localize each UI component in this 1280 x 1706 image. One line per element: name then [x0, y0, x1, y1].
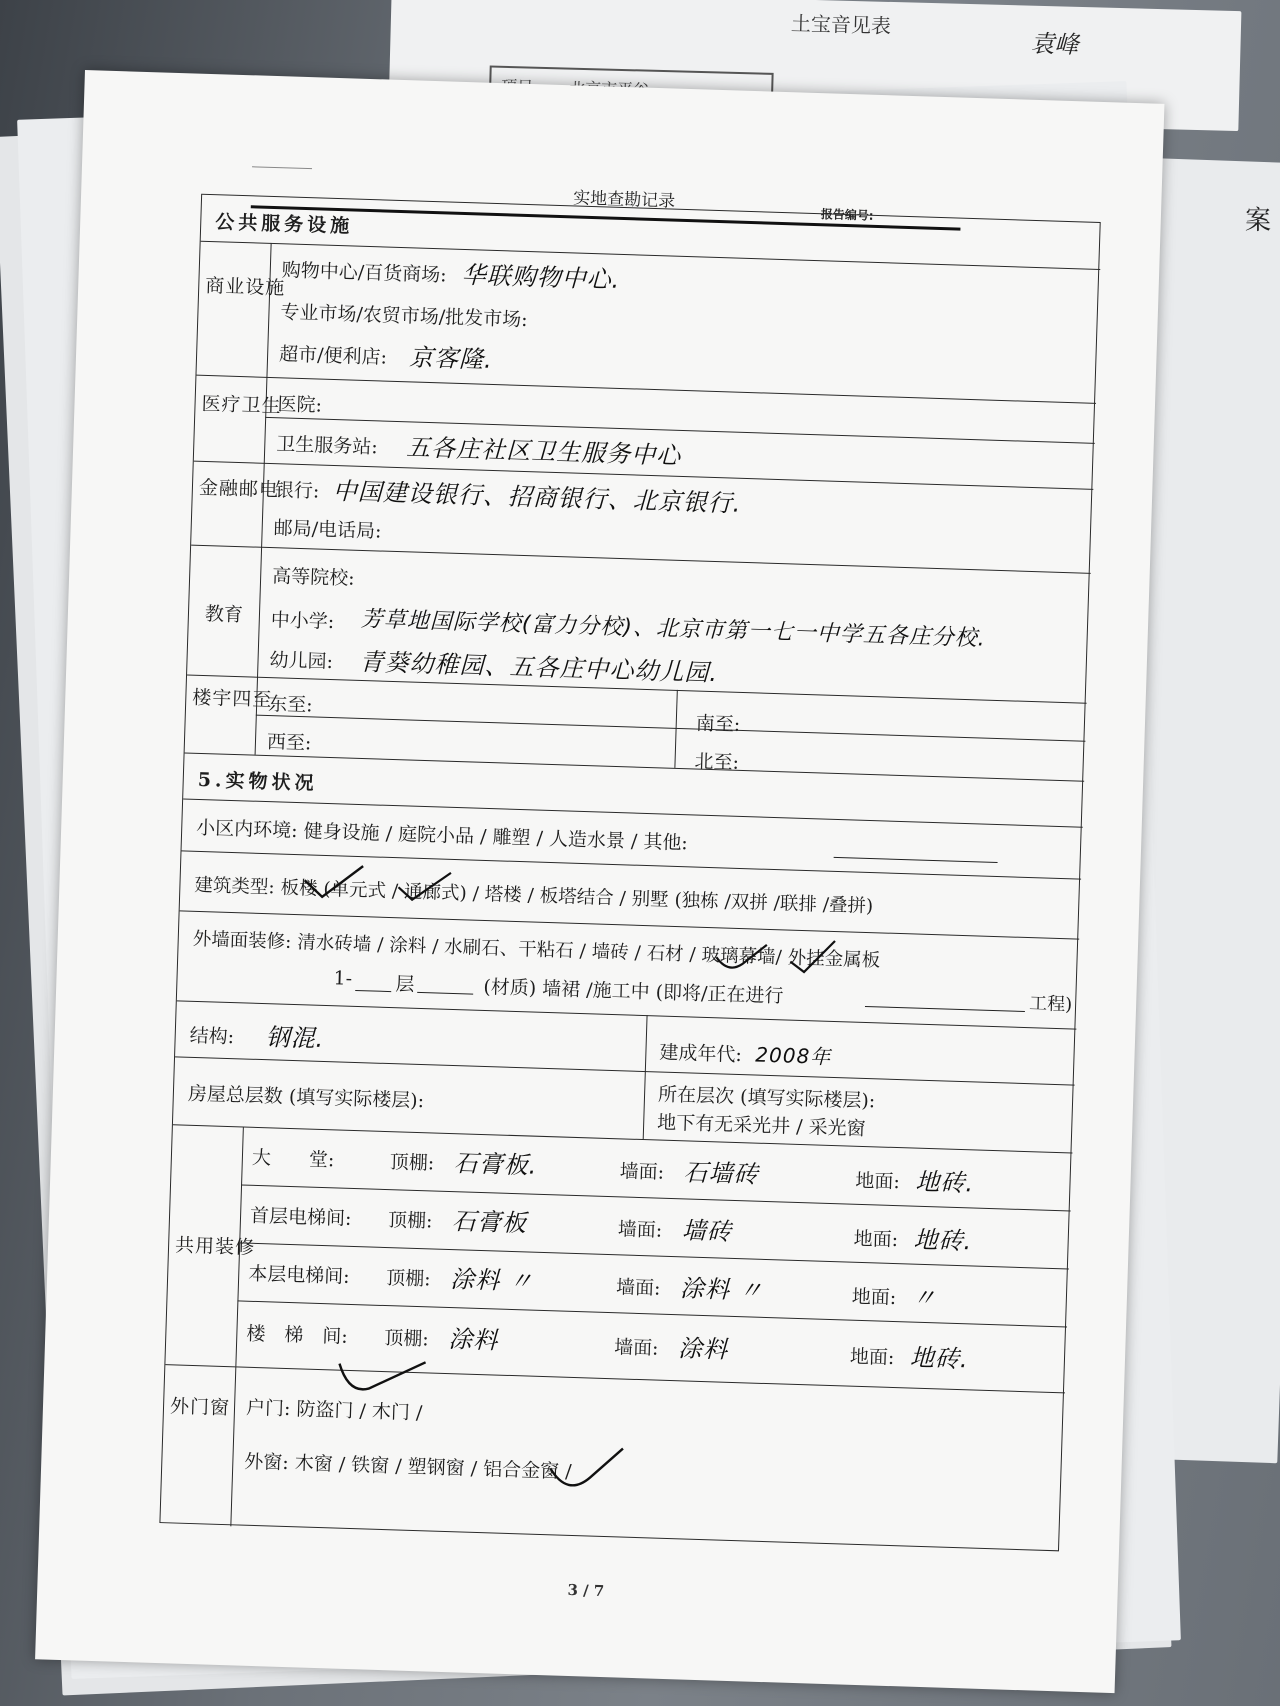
shared-decoration-label: 共用装修: [174, 1234, 256, 1259]
floor-elevator-wall-label: 墙面:: [615, 1276, 661, 1300]
mall-label: 购物中心/百货商场:: [281, 259, 447, 287]
stairwell-floor-value: 地砖.: [909, 1343, 970, 1374]
stairwell-wall-label: 墙面:: [613, 1336, 659, 1360]
ground-elevator-floor-value: 地砖.: [913, 1225, 973, 1256]
background-doc-signature: 袁峰: [1030, 29, 1079, 59]
north-boundary-label: 北至:: [694, 750, 740, 774]
environment-other-blank: [834, 857, 998, 863]
structure-label: 结构:: [189, 1024, 235, 1049]
kindergarten-value: 青葵幼稚园、五各庄中心幼儿园.: [359, 647, 719, 688]
doors-windows-label: 外门窗: [169, 1395, 231, 1420]
checkmark-icon: [708, 929, 849, 977]
supermarket-value: 京客隆.: [408, 343, 494, 374]
west-boundary-label: 西至:: [266, 731, 312, 755]
lobby-floor-label: 地面:: [855, 1169, 901, 1194]
lobby-ceiling-label: 顶棚:: [389, 1151, 435, 1175]
lobby-floor-value: 地砖.: [915, 1167, 975, 1198]
finance-label: 金融邮电: [198, 476, 280, 502]
construction-blank: [865, 1006, 1025, 1012]
commercial-label: 商业设施: [204, 274, 286, 300]
lobby-ceiling-value: 石膏板.: [453, 1149, 538, 1180]
facade-line2-suffix: 工程): [1028, 993, 1073, 1016]
university-label: 高等院校:: [271, 565, 355, 590]
ground-elevator-area-label: 首层电梯间:: [249, 1204, 352, 1230]
page-title: 实地查勘记录: [572, 188, 676, 212]
facade-line2-material: (材质) 墙裙 /施工中 (即将/正在进行: [483, 975, 784, 1008]
built-year-label: 建成年代:: [659, 1041, 743, 1067]
inspection-form: [159, 194, 1100, 1552]
stairwell-wall-value: 涂料: [677, 1334, 729, 1364]
row-divider: [256, 715, 1086, 742]
checkmark-icon: [300, 858, 461, 903]
row-divider: [196, 375, 1096, 404]
inspection-page: [35, 70, 1164, 1693]
checkmark-icon: [322, 1349, 646, 1499]
post-office-label: 邮局/电话局:: [273, 517, 382, 543]
door-options: 户门: 防盗门 / 木门 /: [245, 1396, 423, 1425]
south-boundary-label: 南至:: [695, 712, 741, 736]
boundaries-label: 楼宇四至: [191, 686, 273, 712]
floor-blank: [355, 990, 391, 992]
bank-label: 银行:: [274, 479, 320, 503]
environment-line: 小区内环境: 健身设施 / 庭院小品 / 雕塑 / 人造水景 / 其他:: [195, 816, 689, 855]
stairwell-floor-label: 地面:: [849, 1345, 895, 1370]
lobby-area-label: 大 堂:: [251, 1146, 335, 1172]
floor-elevator-area-label: 本层电梯间:: [247, 1262, 350, 1288]
ground-elevator-wall-label: 墙面:: [617, 1218, 663, 1242]
bank-value: 中国建设银行、招商银行、北京银行.: [332, 477, 742, 518]
ground-elevator-ceiling-value: 石膏板: [451, 1207, 528, 1238]
floor-elevator-ceiling-label: 顶棚:: [385, 1267, 431, 1291]
structure-value: 钢混.: [265, 1023, 325, 1053]
background-doc-title: 土宝音见表: [790, 11, 892, 38]
window-options: 外窗: 木窗 / 铁窗 / 塑钢窗 / 铝合金窗 /: [244, 1450, 572, 1483]
stairwell-ceiling-value: 涂料: [447, 1325, 499, 1355]
health-station-value: 五各庄社区卫生服务中心: [405, 433, 682, 470]
floor-elevator-ceiling-value: 涂料 〃: [449, 1265, 535, 1296]
medical-label: 医疗卫生: [201, 392, 282, 418]
floor-elevator-floor-value: 〃: [911, 1283, 938, 1313]
structure-column-divider: [643, 1015, 648, 1139]
material-blank: [417, 992, 473, 995]
health-station-label: 卫生服务站:: [275, 433, 379, 459]
ground-elevator-ceiling-label: 顶棚:: [387, 1209, 433, 1233]
school-label: 中小学:: [270, 609, 335, 634]
row-divider: [185, 752, 1085, 781]
building-type-line: 建筑类型: 板楼 (单元式 / 通廊式) / 塔楼 / 板塔结合 / 别墅 (独栋 /双拼 /联排 /叠拼): [194, 874, 874, 918]
market-label: 专业市场/农贸市场/批发市场:: [280, 301, 528, 332]
total-floors-label: 房屋总层数 (填写实际楼层):: [187, 1082, 425, 1113]
facade-line: 外墙面装修: 清水砖墙 / 涂料 / 水刷石、干粘石 / 墙砖 / 石材 / 玻璃幕墙/ 外挂金属板: [192, 928, 881, 972]
background-doc-right-text: 案: [1245, 206, 1272, 236]
lobby-wall-value: 石墙砖: [683, 1158, 760, 1189]
row-divider: [237, 1300, 1067, 1327]
stairwell-ceiling-label: 顶棚:: [383, 1327, 430, 1351]
kindergarten-label: 幼儿园:: [269, 649, 334, 674]
floor-elevator-wall-value: 涂料 〃: [679, 1274, 765, 1305]
school-value: 芳草地国际学校(富力分校)、北京市第一七一中学五各庄分校.: [360, 606, 987, 652]
located-floor-label: 所在层次 (填写实际楼层):: [657, 1083, 876, 1113]
public-services-title: 公共服务设施: [214, 211, 354, 238]
page-number: 3 / 7: [567, 1580, 605, 1601]
lobby-wall-label: 墙面:: [619, 1160, 665, 1184]
education-label: 教育: [204, 603, 244, 627]
physical-section-title: 5.实物状况: [197, 768, 318, 795]
report-number-label: 报告编号:: [820, 207, 874, 223]
stairwell-area-label: 楼 梯 间:: [246, 1322, 349, 1348]
label-column-divider: [230, 1366, 236, 1526]
row-divider: [175, 1056, 1075, 1085]
hospital-label: 医院:: [277, 393, 323, 417]
light-well-label: 地下有无采光井 / 采光窗: [656, 1111, 866, 1141]
ground-elevator-wall-value: 墙砖: [681, 1216, 733, 1246]
built-year-value: 2008年: [755, 1042, 832, 1069]
supermarket-label: 超市/便利店:: [278, 343, 388, 369]
header-rule-small: [252, 166, 312, 169]
ground-elevator-floor-label: 地面:: [853, 1227, 899, 1252]
east-boundary-label: 东至:: [267, 693, 313, 717]
floor-elevator-floor-label: 地面:: [851, 1285, 897, 1310]
facade-line2-floor: 层: [395, 973, 415, 996]
facade-line2-prefix: 1-: [333, 967, 353, 990]
mall-value: 华联购物中心.: [461, 260, 621, 294]
